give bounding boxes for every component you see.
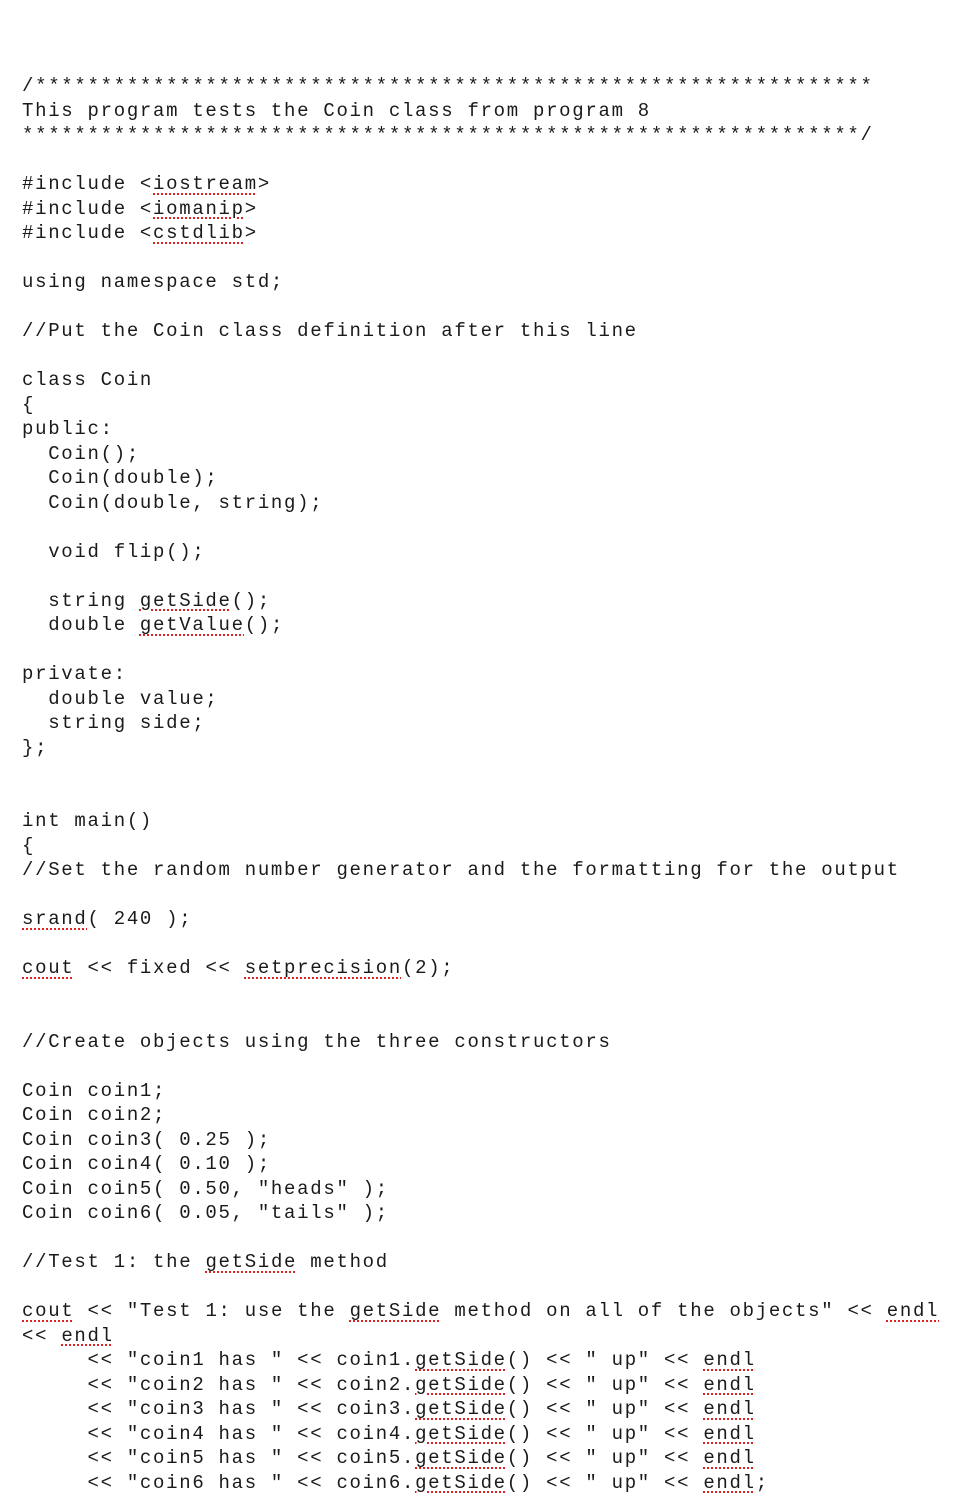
spellcheck-flagged-word: getSide (415, 1422, 507, 1445)
code-line: << "coin2 has " << coin2.getSide() << " up" << endl (22, 1373, 756, 1396)
code-line (22, 785, 972, 810)
code-line: Coin coin1; (22, 1079, 167, 1102)
code-line (22, 932, 972, 957)
spellcheck-flagged-word: endl (61, 1324, 114, 1347)
code-line: { (22, 393, 36, 416)
code-line (22, 760, 972, 785)
code-line (22, 1054, 972, 1079)
code-line: string side; (22, 712, 206, 734)
spellcheck-flagged-word: getSide (349, 1300, 442, 1322)
code-line: cout << "Test 1: use the getSide method on all of the objects" << endl (22, 1300, 940, 1322)
spellcheck-flagged-word: setprecision (244, 957, 402, 979)
spellcheck-flagged-word: iostream (153, 173, 258, 195)
code-line (22, 883, 972, 908)
spellcheck-flagged-word: getSide (139, 589, 232, 612)
spellcheck-flagged-word: getSide (415, 1398, 507, 1420)
code-line: public: (22, 418, 114, 440)
code-line (22, 638, 972, 663)
code-line: srand( 240 ); (22, 908, 193, 930)
code-line (22, 344, 972, 369)
code-line: << "coin6 has " << coin6.getSide() << " up" << endl; (22, 1471, 769, 1494)
code-line: Coin(double); (22, 467, 219, 489)
spellcheck-flagged-word: cout (22, 957, 75, 979)
code-line: //Put the Coin class definition after this line (22, 320, 638, 342)
code-line: int main() (22, 810, 154, 832)
code-line: { (22, 834, 36, 857)
code-document (22, 74, 972, 1495)
code-line: << "coin3 has " << coin3.getSide() << " up" << endl (22, 1398, 756, 1420)
code-line: double value; (22, 687, 219, 710)
code-line: ****************************************************************/ (22, 124, 874, 146)
code-line (22, 564, 972, 589)
code-line: using namespace std; (22, 271, 285, 293)
spellcheck-flagged-word: endl (886, 1300, 940, 1322)
spellcheck-flagged-word: getSide (415, 1373, 507, 1396)
code-line: //Test 1: the getSide method (22, 1251, 389, 1273)
code-line: string getSide(); (22, 589, 271, 612)
code-line: cout << fixed << setprecision(2); (22, 957, 455, 979)
code-line: Coin coin6( 0.05, "tails" ); (22, 1202, 389, 1224)
code-line: private: (22, 663, 127, 685)
spellcheck-flagged-word: endl (703, 1422, 756, 1445)
code-line: Coin coin4( 0.10 ); (22, 1153, 271, 1175)
code-line: /**************************************************************** (22, 75, 874, 97)
code-line: << endl (22, 1324, 114, 1347)
spellcheck-flagged-word: iomanip (153, 197, 245, 220)
spellcheck-flagged-word: cout (22, 1300, 75, 1322)
code-line (22, 148, 972, 173)
code-line: << "coin1 has " << coin1.getSide() << " up" << endl (22, 1349, 756, 1371)
code-line: class Coin (22, 369, 154, 391)
code-line: Coin(double, string); (22, 491, 324, 514)
code-line: //Create objects using the three constructors (22, 1030, 612, 1053)
spellcheck-flagged-word: endl (703, 1349, 756, 1371)
spellcheck-flagged-word: getValue (139, 614, 245, 636)
code-line (22, 295, 972, 320)
code-line: #include <iostream> (22, 173, 271, 195)
code-line: }; (22, 736, 49, 759)
code-line (22, 515, 972, 540)
code-line: This program tests the Coin class from program 8 (22, 99, 651, 122)
code-line (22, 981, 972, 1006)
code-line: #include <iomanip> (22, 197, 258, 220)
code-line (22, 246, 972, 271)
spellcheck-flagged-word: endl (703, 1471, 756, 1494)
spellcheck-flagged-word: srand (22, 908, 88, 930)
code-line (22, 1226, 972, 1251)
spellcheck-flagged-word: getSide (415, 1349, 507, 1371)
spellcheck-flagged-word: endl (703, 1447, 756, 1469)
code-line: Coin(); (22, 442, 140, 465)
code-line: Coin coin2; (22, 1104, 167, 1126)
spellcheck-flagged-word: endl (703, 1398, 756, 1420)
code-line: Coin coin5( 0.50, "heads" ); (22, 1177, 389, 1200)
code-line: #include <cstdlib> (22, 222, 258, 244)
spellcheck-flagged-word: getSide (415, 1447, 507, 1469)
code-line (22, 1275, 972, 1300)
code-line: //Set the random number generator and the formatting for the output (22, 859, 900, 881)
spellcheck-flagged-word: cstdlib (153, 222, 245, 244)
code-line: void flip(); (22, 540, 206, 563)
spellcheck-flagged-word: endl (703, 1373, 756, 1396)
spellcheck-flagged-word: getSide (415, 1471, 507, 1494)
code-line: double getValue(); (22, 614, 285, 636)
code-line: << "coin5 has " << coin5.getSide() << " up" << endl (22, 1447, 756, 1469)
spellcheck-flagged-word: getSide (205, 1251, 298, 1273)
code-line: << "coin4 has " << coin4.getSide() << " up" << endl (22, 1422, 756, 1445)
code-line: Coin coin3( 0.25 ); (22, 1128, 271, 1151)
code-line (22, 1005, 972, 1030)
